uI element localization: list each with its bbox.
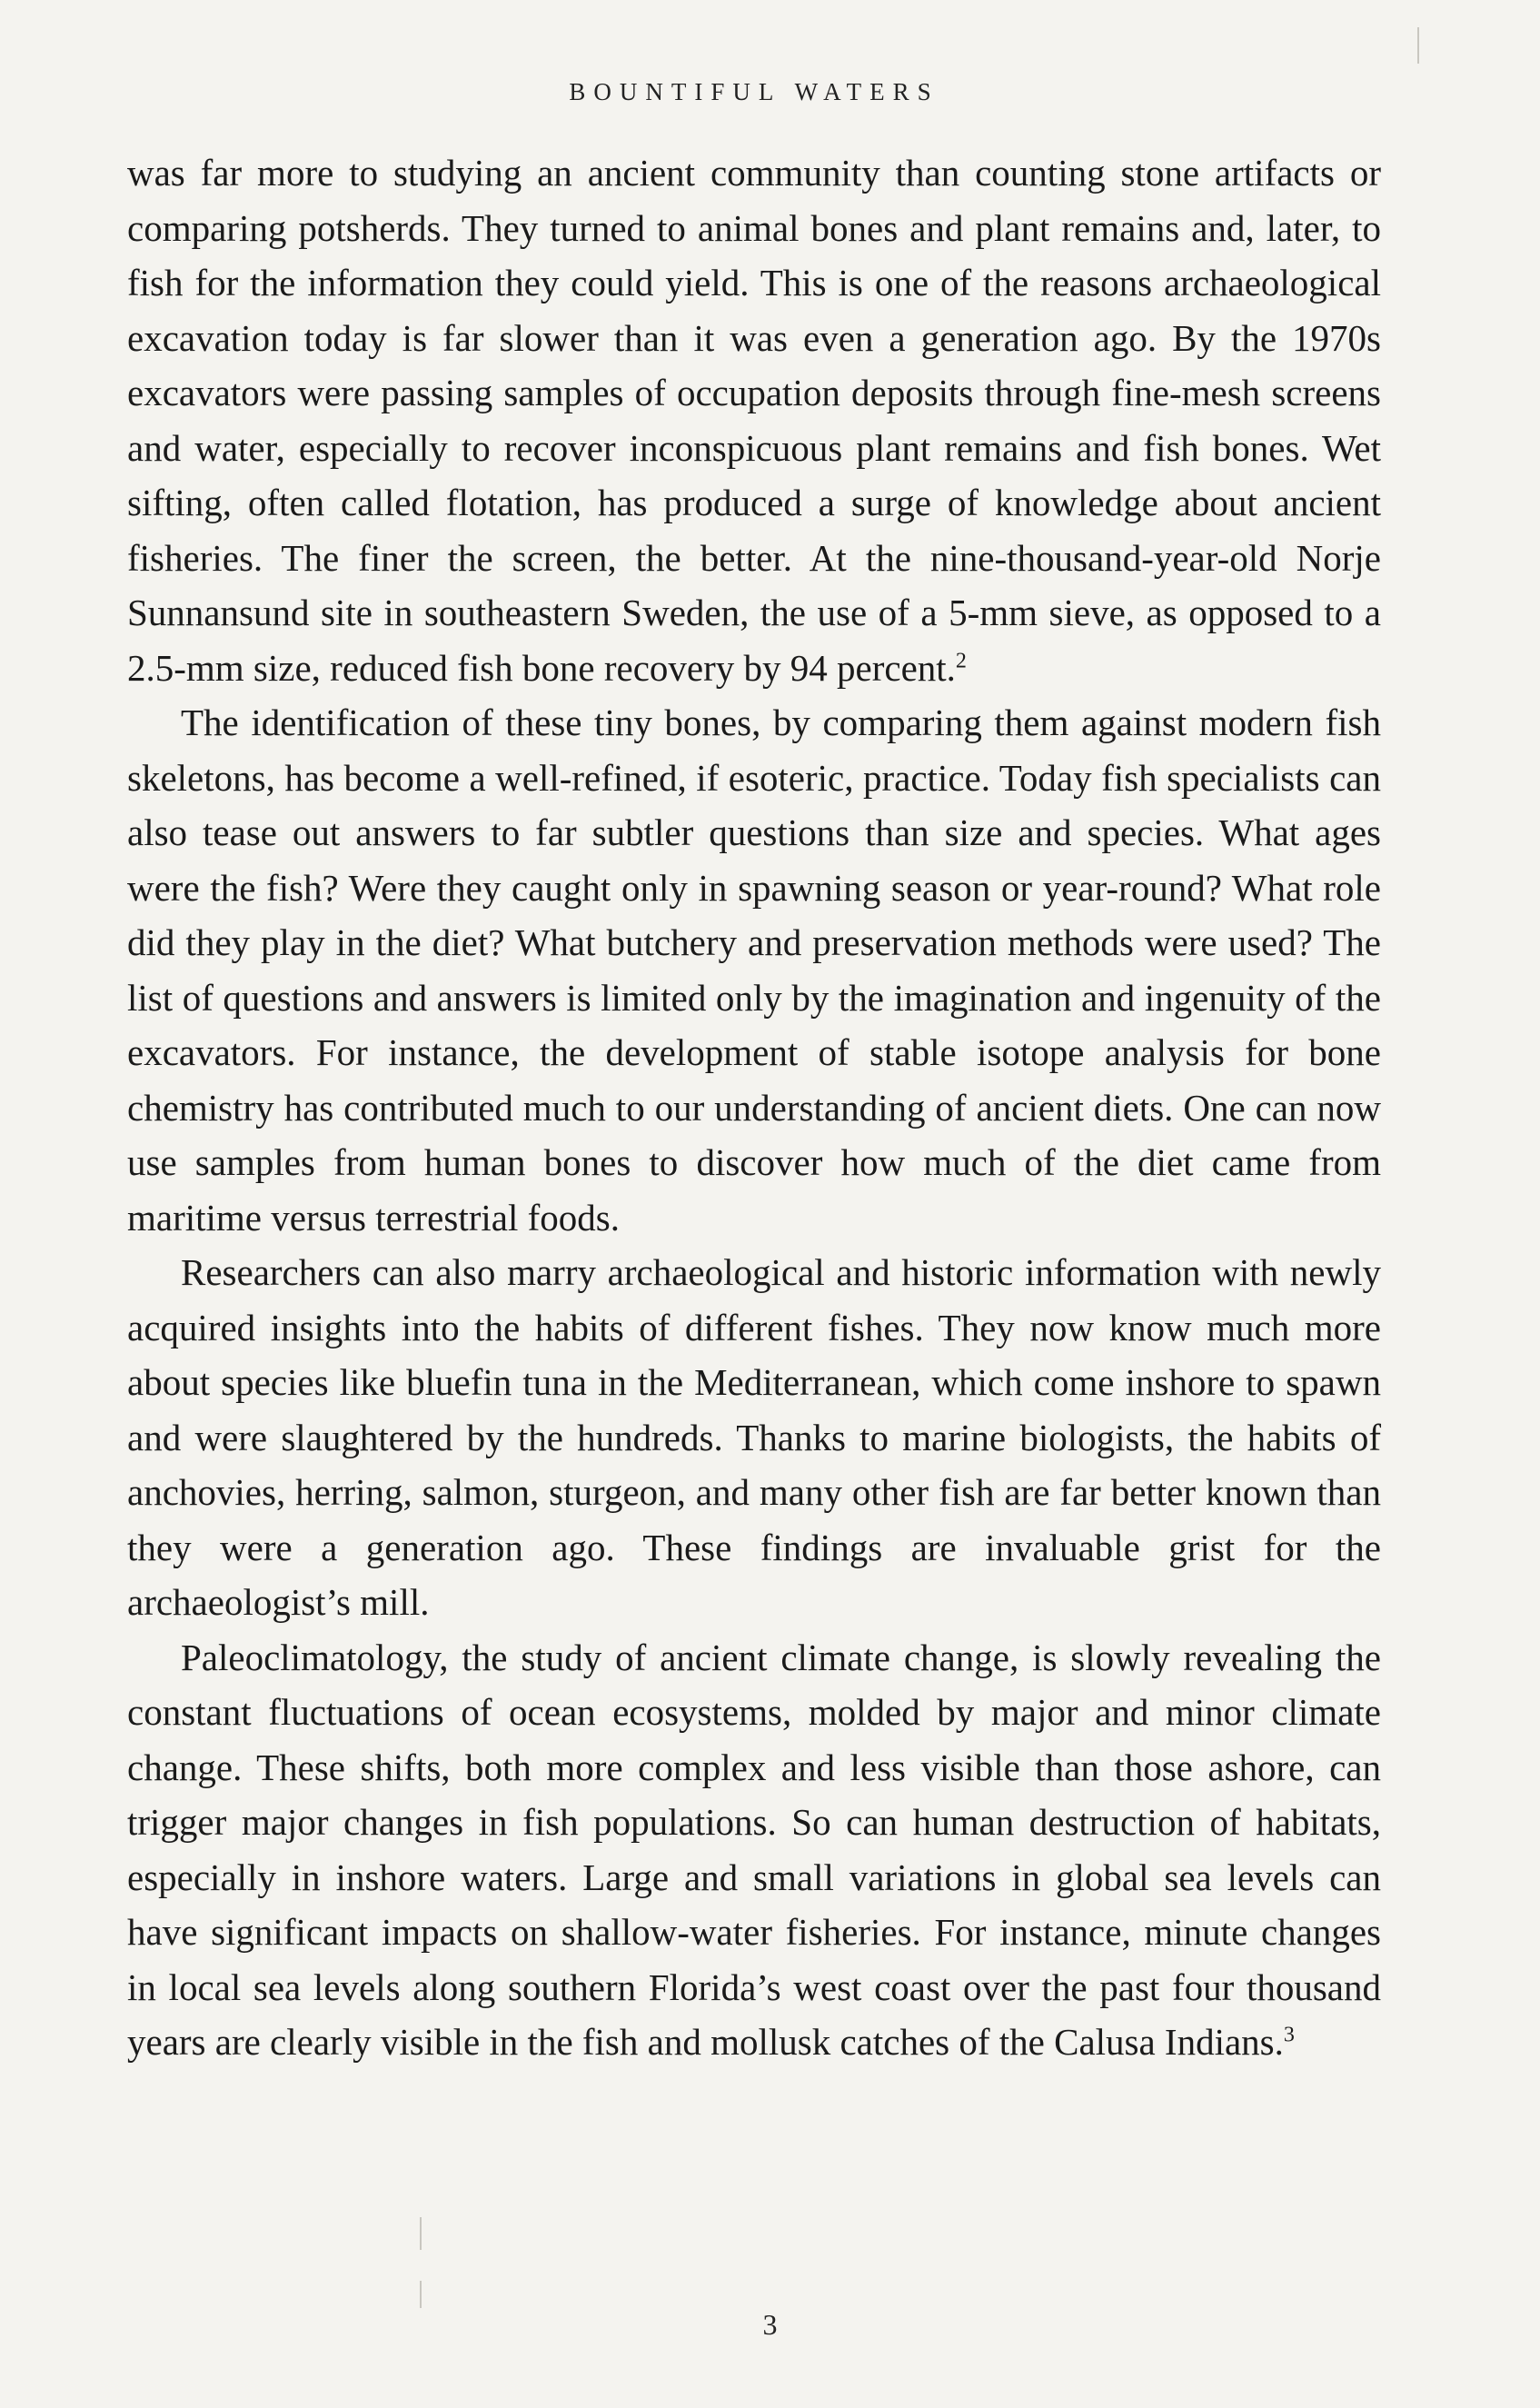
paragraph-2-text: The identification of these tiny bones, by comparing them against modern fish skeletons, has become a well-refined, if esoteric, practice. Today fish specialists can also tease out answers to far subtler questions than size and species. What ages were the fish? Were they caught only in spawning season or year-round? What role did they play in the diet? What butchery and preservation methods were used? The list of questions and answers is limited only by the imagination and ingenuity of the excavators. For instance, the development of stable isotope analysis for bone chemistry has contributed much to our understanding of ancient diets. One can now use samples from human bones to discover how much of the diet came from maritime versus terrestrial foods. [127, 702, 1381, 1239]
footnote-ref-3: 3 [1283, 2023, 1295, 2047]
paragraph-1-text: was far more to studying an ancient community than counting stone artifacts or comparing potsherds. They turned to animal bones and plant remains and, later, to fish for the information they could yield. This is one of the reasons archaeological excavation today is far slower than it was even a generation ago. By the 1970s excavators were passing samples of occupation deposits through fine-mesh screens and water, especially to recover inconspicuous plant remains and fish bones. Wet sifting, often called flotation, has produced a surge of knowledge about ancient fisheries. The finer the screen, the better. At the nine-thousand-year-old Norje Sunnansund site in southeastern Sweden, the use of a 5-mm sieve, as opposed to a 2.5-mm size, reduced fish bone recovery by 94 percent. [127, 152, 1381, 689]
body-text [127, 145, 1381, 2070]
running-head: BOUNTIFUL WATERS [569, 78, 939, 105]
footnote-ref-2: 2 [955, 648, 967, 672]
paragraph-4-text: Paleoclimatology, the study of ancient climate change, is slowly revealing the constant fluctuations of ocean ecosystems, molded by major and minor climate change. These shifts, both more complex and less visible than those ashore, can trigger major changes in fish populations. So can human destruction of habitats, especially in inshore waters. Large and small variations in global sea levels can have significant impacts on shallow-water fisheries. For instance, minute changes in local sea levels along southern Florida’s west coast over the past four thousand years are clearly visible in the fish and mollusk catches of the Calusa Indians. [127, 1636, 1381, 2063]
scan-artifact-mark [1417, 27, 1419, 64]
page-number: 3 [762, 2308, 778, 2341]
scan-artifact-mark [420, 2217, 422, 2250]
scan-artifact-mark [420, 2281, 422, 2308]
paragraph-3-text: Researchers can also marry archaeological and historic information with newly acquired insights into the habits of different fishes. They now know much more about species like bluefin tuna in the Mediterranean, which come inshore to spawn and were slaughtered by the hundreds. Thanks to marine biologists, the habits of anchovies, herring, salmon, sturgeon, and many other fish are far better known than they were a generation ago. These findings are invaluable grist for the archaeologist’s mill. [127, 1251, 1381, 1623]
paragraph-4 [127, 1630, 1381, 2070]
paragraph-3 [127, 1245, 1381, 1630]
paragraph-2 [127, 695, 1381, 1245]
paragraph-1 [127, 145, 1381, 695]
